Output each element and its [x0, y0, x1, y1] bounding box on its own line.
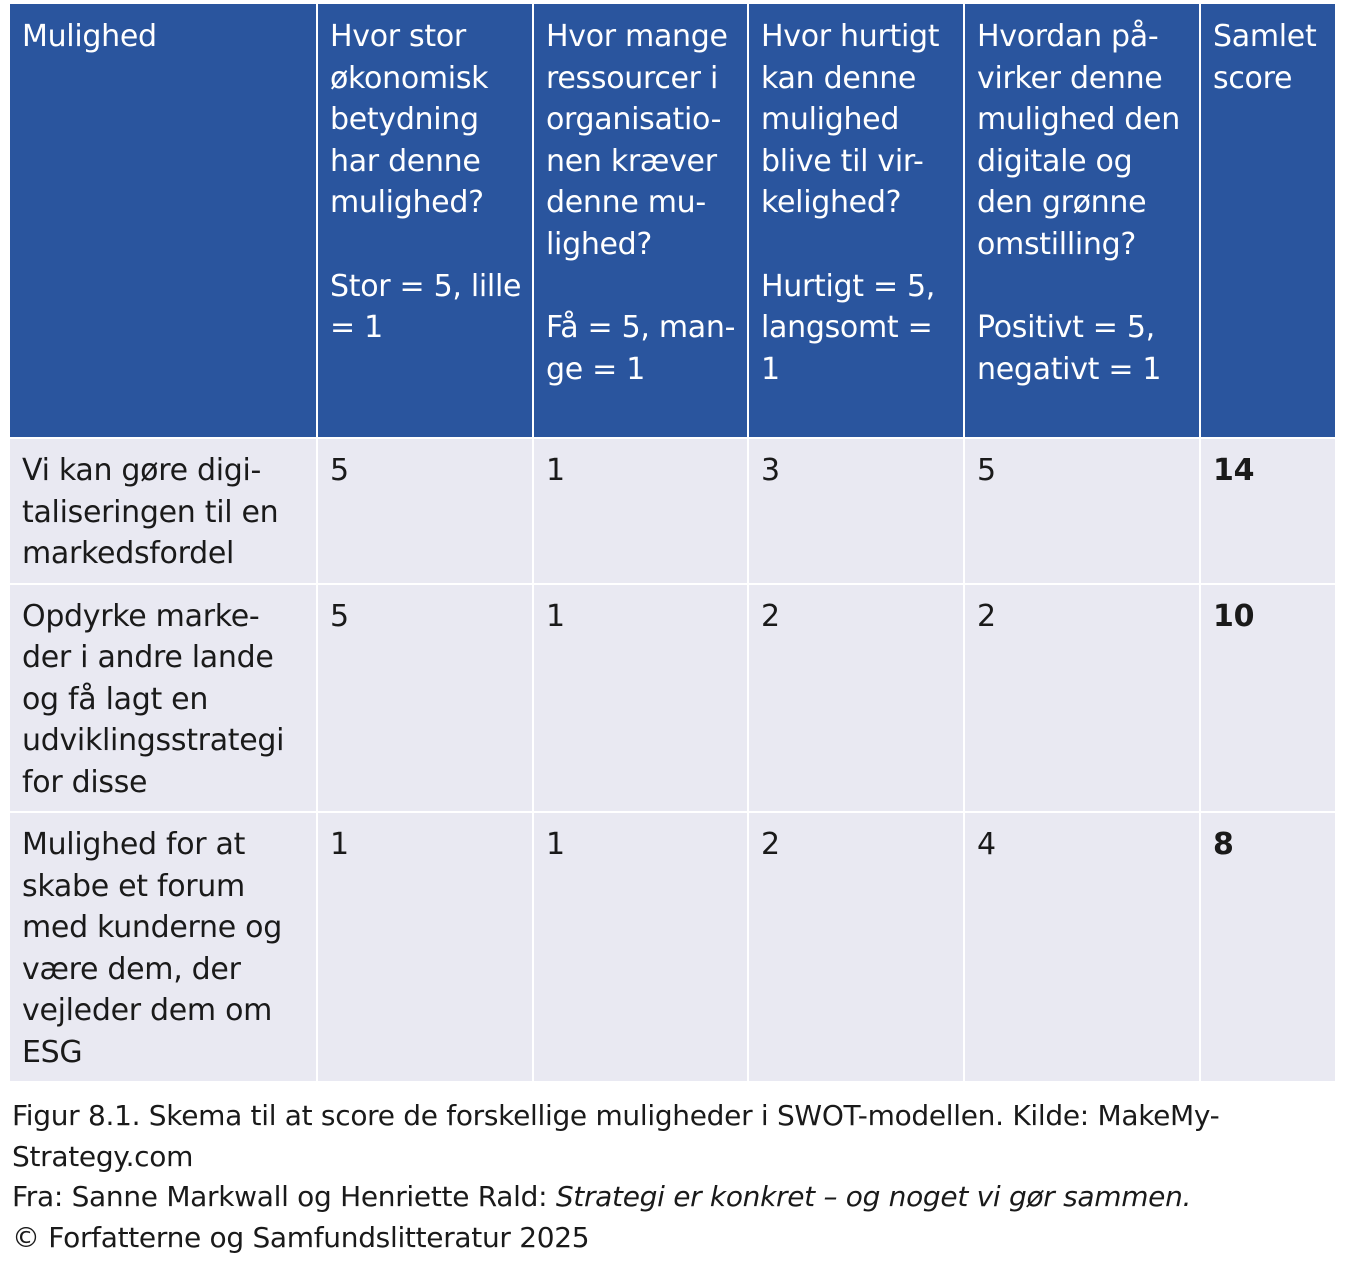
- header-question: Hvor stor økonomisk betydning har denne mulighed?: [330, 19, 489, 220]
- cell-score: 4: [964, 812, 1200, 1081]
- cell-score: 1: [533, 438, 748, 584]
- caption-copyright: © Forfatterne og Samfundslitteratur 2025: [12, 1220, 590, 1254]
- header-question: Mulighed: [22, 19, 157, 54]
- cell-total-score: 10: [1200, 584, 1335, 813]
- header-row: [10, 4, 1335, 438]
- cell-total-score: 14: [1200, 438, 1335, 584]
- header-question: Hvor hurtigt kan denne mulighed blive til vir-kelighed?: [761, 19, 940, 220]
- cell-score: 3: [748, 438, 964, 584]
- header-economic-importance: [317, 4, 533, 438]
- header-scale: Få = 5, man-ge = 1: [546, 310, 736, 387]
- header-question: Hvor mange ressourcer i organisatio-nen kræver denne mu-lighed?: [546, 19, 728, 262]
- opportunity-score-table: [10, 4, 1335, 1081]
- caption-source-prefix: Fra: Sanne Markwall og Henriette Rald:: [12, 1180, 556, 1213]
- caption-figure-text: Figur 8.1. Skema til at score de forskellige muligheder i SWOT-modellen. Kilde: MakeMy-Strategy.com: [12, 1099, 1220, 1173]
- header-transition-impact: [964, 4, 1200, 438]
- table-row: [10, 438, 1335, 584]
- header-scale: Stor = 5, lille = 1: [330, 268, 522, 345]
- cell-mulighed: Mulighed for at skabe et forum med kunderne og være dem, der vejleder dem om ESG: [10, 812, 317, 1081]
- figure-caption: [12, 1096, 1332, 1258]
- cell-score: 5: [317, 584, 533, 813]
- caption-source-title: Strategi er konkret – og noget vi gør sammen.: [555, 1180, 1192, 1213]
- header-question: Samlet score: [1213, 19, 1317, 96]
- cell-score: 5: [964, 438, 1200, 584]
- cell-score: 5: [317, 438, 533, 584]
- cell-score: 1: [317, 812, 533, 1081]
- cell-score: 2: [964, 584, 1200, 813]
- figure-wrapper: [10, 4, 1335, 1081]
- header-mulighed: [10, 4, 317, 438]
- header-speed: [748, 4, 964, 438]
- cell-score: 2: [748, 812, 964, 1081]
- cell-score: 1: [533, 584, 748, 813]
- caption-source-line: [12, 1177, 1332, 1218]
- cell-score: 2: [748, 584, 964, 813]
- header-question: Hvordan på-virker denne mulighed den digitale og den grønne omstilling?: [977, 19, 1180, 262]
- cell-mulighed: Opdyrke marke-der i andre lande og få lagt en udviklingsstrategi for disse: [10, 584, 317, 813]
- cell-mulighed: Vi kan gøre digi-taliseringen til en markedsfordel: [10, 438, 317, 584]
- header-resources: [533, 4, 748, 438]
- header-scale: Positivt = 5, negativt = 1: [977, 310, 1162, 387]
- table-row: [10, 812, 1335, 1081]
- header-total-score: [1200, 4, 1335, 438]
- table-row: [10, 584, 1335, 813]
- cell-total-score: 8: [1200, 812, 1335, 1081]
- cell-score: 1: [533, 812, 748, 1081]
- header-scale: Hurtigt = 5, langsomt = 1: [761, 268, 936, 387]
